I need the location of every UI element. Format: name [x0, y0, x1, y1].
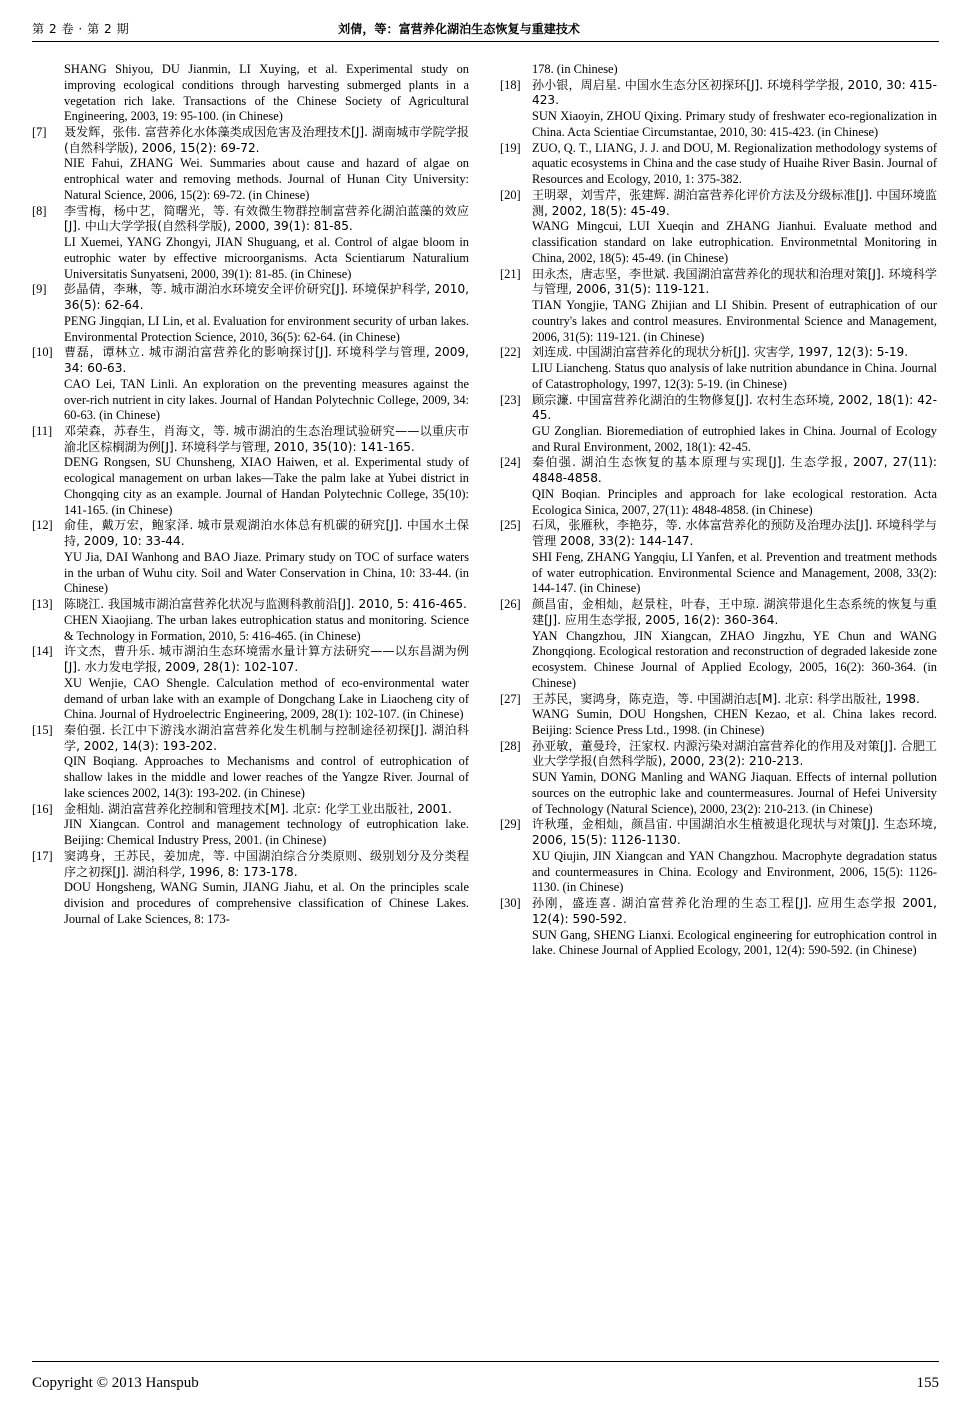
- reference-entry: [32, 125, 469, 204]
- right-column: [500, 62, 937, 1347]
- reference-number: [27]: [500, 691, 521, 706]
- reference-body: [532, 141, 937, 188]
- reference-text-chinese: 李雪梅，杨中艺，简曙光，等. 有效微生物群控制富营养化湖泊蓝藻的效应[J]. 中山大学学报(自然科学版), 2000, 39(1): 81-85.: [64, 203, 469, 234]
- reference-text-english: PENG Jingqian, LI Lin, et al. Evaluation for environment security of urban lakes. Environmental Protection Science, 2010, 36(5): 62-64. (in Chinese): [64, 313, 469, 344]
- reference-entry: [500, 267, 937, 346]
- reference-text-english: SUN Xiaoyin, ZHOU Qixing. Primary study of freshwater eco-regionalization in China. Acta Scientiae Circumstantae, 2010, 30: 415-423. (in Chinese): [532, 109, 937, 139]
- left-column: [32, 62, 469, 1347]
- reference-body: [532, 597, 937, 691]
- reference-text-english: TIAN Yongjie, TANG Zhijian and LI Shibin. Present of eutraphication of our country's lakes and control measures. Environmental Science and Management, 2006, 31(5): 119-121. (in Chinese): [532, 298, 937, 344]
- reference-entry: [32, 802, 469, 849]
- reference-text-chinese: 曹磊，谭林立. 城市湖泊富营养化的影响探讨[J]. 环境科学与管理, 2009, 34: 60-63.: [64, 345, 469, 376]
- reference-entry: [500, 141, 937, 188]
- reference-number: [28]: [500, 738, 521, 753]
- reference-text-chinese: 王明翠，刘雪芹，张建辉. 湖泊富营养化评价方法及分级标准[J]. 中国环境监测, 2002, 18(5): 45-49.: [532, 187, 937, 218]
- reference-number: [23]: [500, 392, 521, 407]
- running-head: [32, 0, 939, 38]
- reference-entry: [500, 518, 937, 597]
- reference-number: [24]: [500, 455, 521, 470]
- reference-number: [26]: [500, 597, 521, 612]
- reference-entry: [32, 723, 469, 802]
- reference-number: [10]: [32, 345, 53, 360]
- reference-number: [8]: [32, 203, 47, 218]
- reference-body: [64, 204, 469, 283]
- reference-number: [22]: [500, 345, 521, 360]
- reference-entry: [32, 849, 469, 928]
- reference-text-english: CHEN Xiaojiang. The urban lakes eutrophication status and monitoring. Science & Technology in Formation, 2010, 5: 416-465. (in Chinese): [64, 612, 469, 643]
- reference-text-chinese: 彭晶倩，李琳，等. 城市湖泊水环境安全评价研究[J]. 环境保护科学, 2010, 36(5): 62-64.: [64, 282, 469, 313]
- reference-text-chinese: 聂发辉，张伟. 富营养化水体藻类成因危害及治理技术[J]. 湖南城市学院学报(自然科学版), 2006, 15(2): 69-72.: [64, 125, 469, 155]
- reference-text-chinese: 孙刚，盛连喜. 湖泊富营养化治理的生态工程[J]. 应用生态学报 2001, 12(4): 590-592.: [532, 896, 937, 926]
- reference-entry: [500, 896, 937, 959]
- reference-entry: [32, 597, 469, 644]
- reference-text-english: SUN Yamin, DONG Manling and WANG Jiaquan. Effects of internal pollution sources on the eutrophic lake and countermeasures. Journal of Hefei University of Technology (Natural Science), 2000, 23(2): 210-213. (in Chinese): [532, 770, 937, 816]
- reference-body: [64, 424, 469, 518]
- reference-body: [64, 802, 469, 849]
- reference-number: [25]: [500, 518, 521, 533]
- reference-entry: [500, 455, 937, 518]
- reference-entry: [500, 597, 937, 691]
- reference-number: [18]: [500, 77, 521, 92]
- reference-body: [532, 739, 937, 818]
- reference-text-english: 178. (in Chinese): [532, 62, 618, 76]
- reference-text-chinese: 顾宗濂. 中国富营养化湖泊的生物修复[J]. 农村生态环境, 2002, 18(1): 42-45.: [532, 392, 937, 423]
- reference-entry: [32, 204, 469, 283]
- reference-text-chinese: 秦伯强. 长江中下游浅水湖泊富营养化发生机制与控制途径初探[J]. 湖泊科学, 2002, 14(3): 193-202.: [64, 723, 469, 753]
- reference-body: [532, 393, 937, 456]
- reference-body: [64, 849, 469, 928]
- page-footer: [32, 1375, 939, 1392]
- reference-text-chinese: 金相灿. 湖泊富营养化控制和管理技术[M]. 北京: 化学工业出版社, 2001.: [64, 801, 452, 816]
- reference-body: [64, 518, 469, 597]
- reference-text-english: WANG Sumin, DOU Hongshen, CHEN Kezao, et al. China lakes record. Beijing: Science Press Ltd., 1998. (in Chinese): [532, 707, 937, 737]
- reference-number: [20]: [500, 187, 521, 202]
- reference-body: [532, 188, 937, 267]
- reference-number: [14]: [32, 644, 53, 659]
- reference-body: [532, 518, 937, 597]
- reference-text-chinese: 秦伯强. 湖泊生态恢复的基本原理与实现[J]. 生态学报, 2007, 27(11): 4848-4858.: [532, 455, 937, 486]
- reference-entry: [500, 692, 937, 739]
- reference-text-chinese: 孙小银，周启星. 中国水生态分区初探环[J]. 环境科学学报, 2010, 30: 415-423.: [532, 77, 937, 108]
- reference-number: [7]: [32, 125, 47, 139]
- reference-entry: [500, 739, 937, 818]
- reference-body: [64, 597, 469, 644]
- reference-text-english: ZUO, Q. T., LIANG, J. J. and DOU, M. Regionalization methodology systems of aquatic ecosystems in China and the case study of Huaihe River Basin. Journal of Resources and Ecology, 2010, 1: 375-382.: [532, 140, 937, 187]
- reference-number: [12]: [32, 518, 53, 533]
- reference-body: [64, 345, 469, 424]
- reference-text-chinese: 王苏民，窦鸿身，陈克造，等. 中国湖泊志[M]. 北京: 科学出版社, 1998.: [532, 691, 920, 706]
- reference-text-english: LIU Liancheng. Status quo analysis of lake nutrition abundance in China. Journal of Catastrophology, 1997, 12(3): 5-19. (in Chinese): [532, 361, 937, 391]
- reference-text-english: YU Jia, DAI Wanhong and BAO Jiaze. Primary study on TOC of surface waters in the urban of Wuhu city. Soil and Water Conservation in China, 10: 33-44. (in Chinese): [64, 549, 469, 596]
- reference-body: [64, 282, 469, 345]
- reference-text-chinese: 陈晓江. 我国城市湖泊富营养化状况与监测科教前沿[J]. 2010, 5: 416-465.: [64, 597, 467, 612]
- reference-text-chinese: 窦鸿身，王苏民，姜加虎，等. 中国湖泊综合分类原则、级别划分及分类程序之初探[J]. 湖泊科学, 1996, 8: 173-178.: [64, 848, 469, 879]
- reference-text-english: GU Zonglian. Bioremediation of eutrophied lakes in China. Journal of Ecology and Rural Environment, 2002, 18(1): 42-45.: [532, 423, 937, 454]
- reference-text-chinese: 刘连成. 中国湖泊富营养化的现状分析[J]. 灾害学, 1997, 12(3): 5-19.: [532, 345, 909, 360]
- reference-body: [532, 817, 937, 896]
- reference-text-english: SUN Gang, SHENG Lianxi. Ecological engineering for eutrophication control in lake. Chinese Journal of Applied Ecology, 2001, 12(4): 590-592. (in Chinese): [532, 927, 937, 958]
- reference-text-english: DENG Rongsen, SU Chunsheng, XIAO Haiwen, et al. Experimental study of ecological management on urban lakes—Take the palm lake at Yubei district in Chongqing city as an example. Journal of Handan Polytechnic College, 35(10): 141-165. (in Chinese): [64, 455, 469, 517]
- reference-text-english: DOU Hongsheng, WANG Sumin, JIANG Jiahu, et al. On the principles scale division and procedures of comprehensive classification of Chinese Lakes. Journal of Lake Sciences, 8: 173-: [64, 880, 469, 926]
- reference-text-english: WANG Mingcui, LUI Xueqin and ZHANG Jianhui. Evaluate method and classification standard on lake eutrophication. Environmetntal Monitoring in China, 2002, 18(5): 45-49. (in Chinese): [532, 219, 937, 265]
- reference-body: [64, 62, 469, 125]
- header-divider: [32, 41, 939, 42]
- reference-body: [532, 78, 937, 141]
- reference-entry: [500, 817, 937, 896]
- reference-text-english: SHI Feng, ZHANG Yangqiu, LI Yanfen, et al. Prevention and treatment methods of water eutrophication. Environmental Science and Management, 2008, 33(2): 144-147. (in Chinese): [532, 549, 937, 596]
- reference-text-english: QIN Boqiang. Approaches to Mechanisms and control of eutrophication of shallow lakes in the middle and lower reaches of the Yangze River. Journal of lake sciences 2002, 14(3): 193-202. (in Chinese): [64, 754, 469, 800]
- reference-body: [64, 723, 469, 802]
- reference-entry: [32, 62, 469, 125]
- reference-number: [16]: [32, 801, 53, 816]
- reference-number: [17]: [32, 848, 53, 863]
- reference-text-english: CAO Lei, TAN Linli. An exploration on the preventing measures against the over-rich nutrient in city lakes. Journal of Handan Polytechnic College, 2009, 34: 60-63. (in Chinese): [64, 376, 469, 423]
- page-number: 155: [916, 1375, 939, 1391]
- reference-entry: [32, 518, 469, 597]
- reference-text-chinese: 许文杰，曹升乐. 城市湖泊生态环境需水量计算方法研究——以东昌湖为例[J]. 水力发电学报, 2009, 28(1): 102-107.: [64, 644, 469, 675]
- reference-number: [19]: [500, 140, 521, 155]
- footer-divider: [32, 1361, 939, 1362]
- reference-body: [532, 896, 937, 959]
- reference-body: [64, 125, 469, 204]
- reference-entry: [32, 424, 469, 518]
- reference-text-chinese: 邓荣森，苏春生，肖海文，等. 城市湖泊的生态治理试验研究——以重庆市渝北区棕榈湖为例[J]. 环境科学与管理, 2010, 35(10): 141-165.: [64, 424, 469, 454]
- reference-text-english: QIN Boqian. Principles and approach for lake ecological restoration. Acta Ecologica Sinica, 2007, 27(11): 4848-4858. (in Chinese): [532, 486, 937, 517]
- reference-text-english: YAN Changzhou, JIN Xiangcan, ZHAO Jingzhu, YE Chun and WANG Zhongqiong. Ecological restoration and reconstruction of degraded lakeside zone ecosystem. Chinese Journal of Applied Ecology, 2005, 16(2): 360-364. (in Chinese): [532, 628, 937, 690]
- reference-text-chinese: 许秋瑾，金相灿，颜昌宙. 中国湖泊水生植被退化现状与对策[J]. 生态环境, 2006, 15(5): 1126-1130.: [532, 817, 937, 848]
- reference-body: [532, 267, 937, 346]
- reference-body: [64, 644, 469, 723]
- reference-number: [15]: [32, 723, 53, 738]
- reference-entry: [500, 62, 937, 78]
- reference-body: [532, 455, 937, 518]
- reference-number: [29]: [500, 817, 521, 832]
- reference-columns: [32, 62, 939, 1347]
- reference-text-english: JIN Xiangcan. Control and management technology of eutrophication lake. Beijing: Chemical Industry Press, 2001. (in Chinese): [64, 817, 469, 848]
- running-head-title: 刘倩，等：富营养化湖泊生态恢复与重建技术: [338, 22, 581, 37]
- reference-text-english: XU Qiujin, JIN Xiangcan and YAN Changzhou. Macrophyte degradation status and countermeasures in China. Ecology and Environment, 2006, 15(5): 1126-1130. (in Chinese): [532, 848, 937, 895]
- reference-number: [11]: [32, 424, 53, 438]
- reference-text-chinese: 俞佳，戴万宏，鲍家泽. 城市景观湖泊水体总有机碳的研究[J]. 中国水土保持, 2009, 10: 33-44.: [64, 518, 469, 549]
- reference-text-chinese: 田永杰，唐志坚，李世斌. 我国湖泊富营养化的现状和治理对策[J]. 环境科学与管理, 2006, 31(5): 119-121.: [532, 266, 937, 297]
- reference-body: [532, 62, 937, 78]
- reference-body: [532, 345, 937, 392]
- reference-text-english: XU Wenjie, CAO Shengle. Calculation method of eco-environmental water demand of urban lake with an example of Dongchang Lake in Liaocheng city of China. Journal of Hydroelectric Engineering, 2009, 28(1): 102-107. (in Chinese): [64, 675, 469, 722]
- reference-number: [9]: [32, 282, 47, 297]
- reference-text-english: LI Xuemei, YANG Zhongyi, JIAN Shuguang, et al. Control of algae bloom in eutrophic water by effective microorganisms. Acta Scientiarum Naturalium Universitatis Sunyatseni, 2000, 39(1): 81-85. (in Chinese): [64, 235, 469, 281]
- reference-entry: [32, 345, 469, 424]
- reference-text-chinese: 石凤，张雁秋，李艳芬，等. 水体富营养化的预防及治理办法[J]. 环境科学与管理 2008, 33(2): 144-147.: [532, 518, 937, 549]
- reference-body: [532, 692, 937, 739]
- reference-entry: [500, 188, 937, 267]
- reference-entry: [500, 78, 937, 141]
- reference-entry: [500, 393, 937, 456]
- running-head-volume-issue: 第 2 卷 · 第 2 期: [32, 22, 130, 37]
- reference-text-chinese: 孙亚敏，董曼玲，汪家权. 内源污染对湖泊富营养化的作用及对策[J]. 合肥工业大学学报(自然科学版), 2000, 23(2): 210-213.: [532, 738, 937, 769]
- reference-text-english: SHANG Shiyou, DU Jianmin, LI Xuying, et al. Experimental study on improving ecological conditions through harvesting submerged plants in a vegetation rich lake. Transactions of the Chinese Society of Agricultural Engineering, 2003, 19: 95-100. (in Chinese): [64, 62, 469, 124]
- reference-entry: [500, 345, 937, 392]
- reference-entry: [32, 282, 469, 345]
- reference-number: [13]: [32, 597, 53, 612]
- reference-entry: [32, 644, 469, 723]
- reference-number: [21]: [500, 266, 521, 281]
- reference-text-english: NIE Fahui, ZHANG Wei. Summaries about cause and hazard of algae on entrophical water and removing methods. Journal of Hunan City University: Natural Science, 2006, 15(2): 69-72. (in Chinese): [64, 156, 469, 202]
- copyright-text: Copyright © 2013 Hanspub: [32, 1375, 199, 1391]
- reference-number: [30]: [500, 896, 521, 911]
- reference-text-chinese: 颜昌宙，金相灿，赵景柱，叶春，王中琼. 湖滨带退化生态系统的恢复与重建[J]. 应用生态学报, 2005, 16(2): 360-364.: [532, 597, 937, 627]
